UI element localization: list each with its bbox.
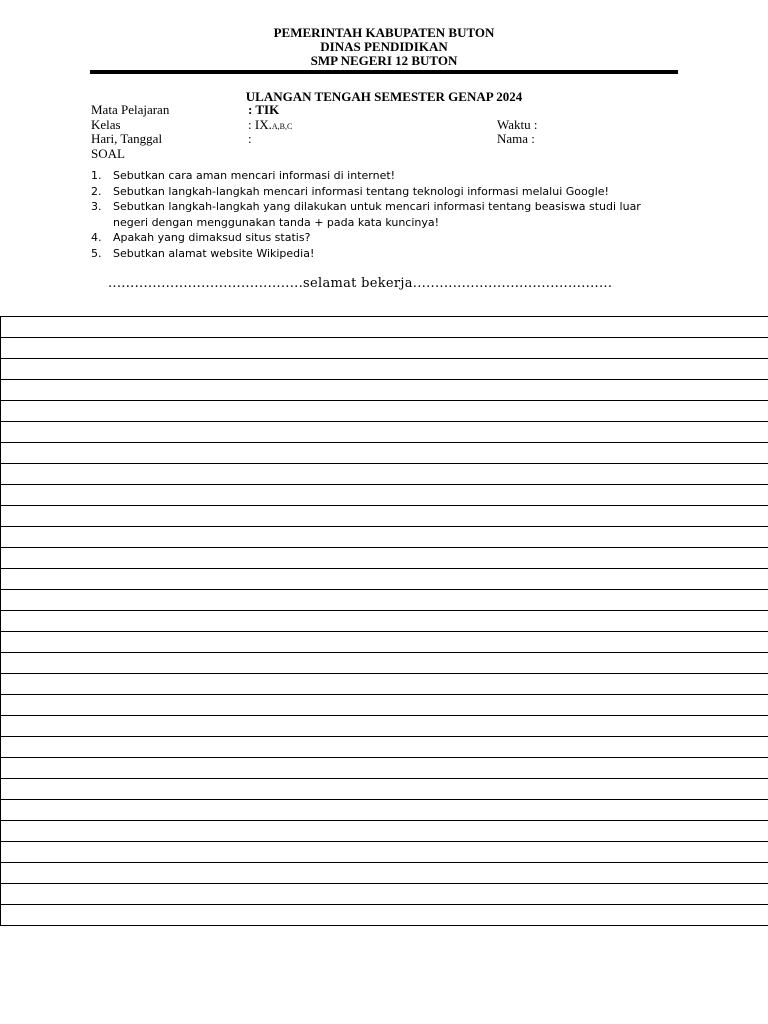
exam-info: [91, 103, 691, 161]
closing-message: ............................................selamat bekerja.............................................: [108, 276, 613, 291]
class-value-main: : IX.: [248, 116, 272, 132]
answer-line: [1, 632, 768, 653]
time-label: Waktu :: [497, 116, 538, 132]
class-value-sub: A,B,C: [271, 121, 293, 131]
answer-line: [1, 863, 768, 884]
letterhead-school: SMP NEGERI 12 BUTON: [310, 53, 458, 68]
answer-line: [1, 317, 768, 338]
question-item: [91, 168, 651, 184]
answer-line: [1, 611, 768, 632]
question-text: Sebutkan alamat website Wikipedia!: [113, 246, 315, 260]
answer-line: [1, 884, 768, 905]
answer-line: [1, 548, 768, 569]
answer-line: [1, 359, 768, 380]
subject-value: : TIK: [248, 102, 280, 117]
question-text: Sebutkan cara aman mencari informasi di internet!: [113, 169, 396, 182]
question-number: 4.: [91, 231, 102, 245]
exam-title: ULANGAN TENGAH SEMESTER GENAP 2024: [245, 89, 523, 104]
class-label: Kelas: [91, 116, 121, 132]
answer-line: [1, 737, 768, 758]
question-number: 5.: [91, 246, 102, 260]
soal-label: SOAL: [91, 145, 125, 161]
answer-line: [1, 842, 768, 863]
answer-line: [1, 779, 768, 800]
answer-line: [1, 716, 768, 737]
question-item: [91, 184, 651, 200]
question-number: 2.: [91, 184, 102, 198]
name-label: Nama :: [497, 131, 535, 146]
question-list: [91, 168, 651, 262]
answer-line: [1, 674, 768, 695]
answer-line: [1, 800, 768, 821]
answer-line: [1, 443, 768, 464]
answer-line: [1, 485, 768, 506]
date-label: Hari, Tanggal: [91, 131, 163, 146]
question-number: 3.: [91, 200, 102, 214]
answer-line: [1, 401, 768, 422]
question-text: Sebutkan langkah-langkah yang dilakukan untuk mencari informasi tentang beasiswa studi luar negeri dengan menggunakan tanda + pada kata kuncinya!: [113, 200, 641, 229]
answer-line: [1, 695, 768, 716]
question-number: 1.: [91, 169, 102, 182]
question-item: [91, 199, 651, 230]
answer-line: [1, 569, 768, 590]
answer-line: [1, 338, 768, 359]
answer-line: [1, 590, 768, 611]
question-item: [91, 246, 651, 262]
question-text: Sebutkan langkah-langkah mencari informasi tentang teknologi informasi melalui Google!: [113, 184, 609, 198]
question-text: Apakah yang dimaksud situs statis?: [113, 231, 311, 245]
letterhead-government: PEMERINTAH KABUPATEN BUTON: [273, 25, 495, 40]
letterhead-department: DINAS PENDIDIKAN: [320, 39, 448, 54]
subject-label: Mata Pelajaran: [91, 102, 170, 117]
answer-line: [1, 464, 768, 485]
letterhead: [90, 26, 678, 68]
letterhead-divider: [90, 70, 678, 74]
answer-line: [1, 653, 768, 674]
answer-line: [1, 527, 768, 548]
answer-line: [1, 821, 768, 842]
date-value: :: [248, 131, 252, 146]
answer-line: [1, 380, 768, 401]
answer-line: [1, 758, 768, 779]
answer-line: [1, 506, 768, 527]
answer-lines: [0, 316, 768, 926]
question-item: [91, 230, 651, 246]
answer-line: [1, 905, 768, 926]
answer-line: [1, 422, 768, 443]
